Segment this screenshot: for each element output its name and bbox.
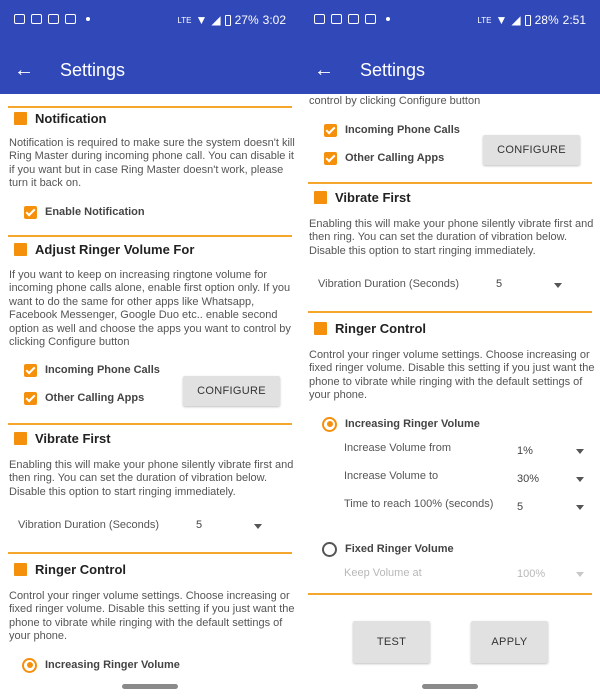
- test-button[interactable]: TEST: [353, 621, 430, 663]
- signal-icon: ◢: [511, 13, 521, 27]
- adjust-description-tail: control by clicking Configure button: [309, 95, 481, 107]
- radio-unselected-icon: [322, 542, 337, 557]
- section-checkbox-icon: [14, 243, 27, 256]
- increase-from-label: Increase Volume from: [344, 442, 451, 454]
- news-icon: [31, 14, 42, 24]
- ringer-description: Control your ringer volume settings. Choose increasing or fixed ringer volume. Disable this setting if you just want the phone to vibrate while ringing with the default settings of your phone.: [309, 349, 595, 402]
- image-icon: [314, 14, 325, 24]
- youtube-icon: [48, 14, 59, 24]
- image-icon: [365, 14, 376, 24]
- divider: [8, 552, 292, 554]
- more-dot-icon: [86, 17, 90, 21]
- other-calling-apps-checkbox[interactable]: Other Calling Apps: [324, 150, 444, 166]
- divider: [308, 311, 592, 313]
- section-ringer-header[interactable]: Ringer Control: [314, 319, 426, 337]
- page-title: Settings: [360, 60, 426, 80]
- wifi-icon: ▼: [495, 13, 508, 27]
- configure-button[interactable]: CONFIGURE: [183, 376, 280, 406]
- divider: [308, 593, 592, 595]
- vibration-duration-label: Vibration Duration (Seconds): [318, 278, 460, 290]
- settings-list[interactable]: [0, 94, 300, 674]
- section-ringer-header[interactable]: Ringer Control: [14, 560, 126, 578]
- gesture-bar: [0, 674, 300, 700]
- divider: [8, 235, 292, 237]
- back-arrow-icon[interactable]: ←: [14, 59, 34, 81]
- incoming-phone-calls-checkbox[interactable]: Incoming Phone Calls: [324, 122, 460, 138]
- configure-button[interactable]: CONFIGURE: [483, 135, 580, 165]
- keep-volume-label: Keep Volume at: [344, 567, 422, 579]
- checkbox-checked-icon: [24, 364, 37, 377]
- right-screen: [300, 0, 600, 700]
- app-bar: [0, 48, 300, 94]
- divider: [8, 106, 292, 108]
- battery-percent: 28%: [534, 13, 559, 27]
- battery-icon: [225, 15, 231, 26]
- mail-icon: [348, 14, 359, 24]
- dropdown-arrow-icon: [576, 572, 584, 577]
- back-arrow-icon[interactable]: ←: [314, 59, 334, 81]
- notification-icons: [14, 14, 90, 24]
- battery-icon: [525, 15, 531, 26]
- checkbox-checked-icon: [324, 152, 337, 165]
- lte-icon: LTE: [477, 15, 492, 25]
- notification-icons: [314, 14, 390, 24]
- radio-selected-icon: [322, 417, 337, 432]
- clock: 3:02: [262, 13, 286, 27]
- increasing-volume-radio[interactable]: Increasing Ringer Volume: [322, 415, 480, 433]
- app-icon: [331, 14, 342, 24]
- battery-percent: 27%: [234, 13, 259, 27]
- app-bar: [300, 48, 600, 94]
- section-checkbox-icon: [14, 112, 27, 125]
- ringer-description: Control your ringer volume settings. Choose increasing or fixed ringer volume. Disable this setting if you just want the phone to vibrate while ringing with the default settings of your phone.: [9, 590, 295, 643]
- app-icon: [65, 14, 76, 24]
- divider: [308, 182, 592, 184]
- divider: [8, 423, 292, 425]
- increase-to-label: Increase Volume to: [344, 470, 439, 482]
- settings-list[interactable]: [300, 94, 600, 674]
- increase-to-value[interactable]: 30%: [517, 473, 540, 485]
- more-dot-icon: [386, 17, 390, 21]
- checkbox-checked-icon: [24, 206, 37, 219]
- dropdown-arrow-icon[interactable]: [576, 477, 584, 482]
- home-pill-icon[interactable]: [422, 684, 478, 689]
- section-vibrate-header[interactable]: Vibrate First: [14, 429, 111, 447]
- status-bar: [300, 0, 600, 48]
- time-to-reach-label: Time to reach 100% (seconds): [344, 498, 494, 510]
- status-bar: [0, 0, 300, 48]
- section-adjust-header[interactable]: Adjust Ringer Volume For: [14, 240, 194, 258]
- image-icon: [14, 14, 25, 24]
- section-checkbox-icon: [314, 322, 327, 335]
- checkbox-checked-icon: [24, 392, 37, 405]
- increasing-volume-radio[interactable]: Increasing Ringer Volume: [22, 656, 180, 674]
- dropdown-arrow-icon[interactable]: [576, 505, 584, 510]
- checkbox-checked-icon: [324, 124, 337, 137]
- lte-icon: LTE: [177, 15, 192, 25]
- vibrate-description: Enabling this will make your phone silently vibrate first and then ring. You can set the duration of vibration below. Disable this option to start ringing immediately.: [309, 218, 594, 257]
- vibrate-description: Enabling this will make your phone silently vibrate first and then ring. You can set the duration of vibration below. Disable this option to start ringing immediately.: [9, 459, 294, 498]
- other-calling-apps-checkbox[interactable]: Other Calling Apps: [24, 390, 144, 406]
- dropdown-arrow-icon[interactable]: [554, 283, 562, 288]
- keep-volume-value: 100%: [517, 568, 546, 580]
- dropdown-arrow-icon[interactable]: [576, 449, 584, 454]
- vibration-duration-label: Vibration Duration (Seconds): [18, 519, 160, 531]
- fixed-volume-radio[interactable]: Fixed Ringer Volume: [322, 540, 454, 558]
- gesture-bar: [300, 674, 600, 700]
- section-vibrate-header[interactable]: Vibrate First: [314, 188, 411, 206]
- signal-icon: ◢: [211, 13, 221, 27]
- enable-notification-checkbox[interactable]: Enable Notification: [24, 204, 145, 220]
- section-checkbox-icon: [14, 563, 27, 576]
- notification-description: Notification is required to make sure the system doesn't kill Ring Master during incoming phone call. You can disable it if you want but in case Ring Master doesn't work, please turn it back on.: [9, 137, 295, 190]
- increase-from-value[interactable]: 1%: [517, 445, 533, 457]
- apply-button[interactable]: APPLY: [471, 621, 548, 663]
- home-pill-icon[interactable]: [122, 684, 178, 689]
- section-notification-header[interactable]: Notification: [14, 109, 107, 127]
- vibration-duration-value[interactable]: 5: [496, 278, 503, 290]
- page-title: Settings: [60, 60, 126, 80]
- wifi-icon: ▼: [195, 13, 208, 27]
- section-checkbox-icon: [14, 432, 27, 445]
- clock: 2:51: [562, 13, 586, 27]
- dropdown-arrow-icon[interactable]: [254, 524, 262, 529]
- vibration-duration-value[interactable]: 5: [196, 519, 203, 531]
- time-to-reach-value[interactable]: 5: [517, 501, 524, 513]
- section-checkbox-icon: [314, 191, 327, 204]
- radio-selected-icon: [22, 658, 37, 673]
- incoming-phone-calls-checkbox[interactable]: Incoming Phone Calls: [24, 362, 160, 378]
- adjust-description: If you want to keep on increasing ringtone volume for incoming phone calls alone, enable first option only. If you want to do the same for other apps like Whatsapp, Facebook Messenger, Google Duo etc.. enable second option as well and choose the apps you want to control by clicking Configure button: [9, 269, 291, 349]
